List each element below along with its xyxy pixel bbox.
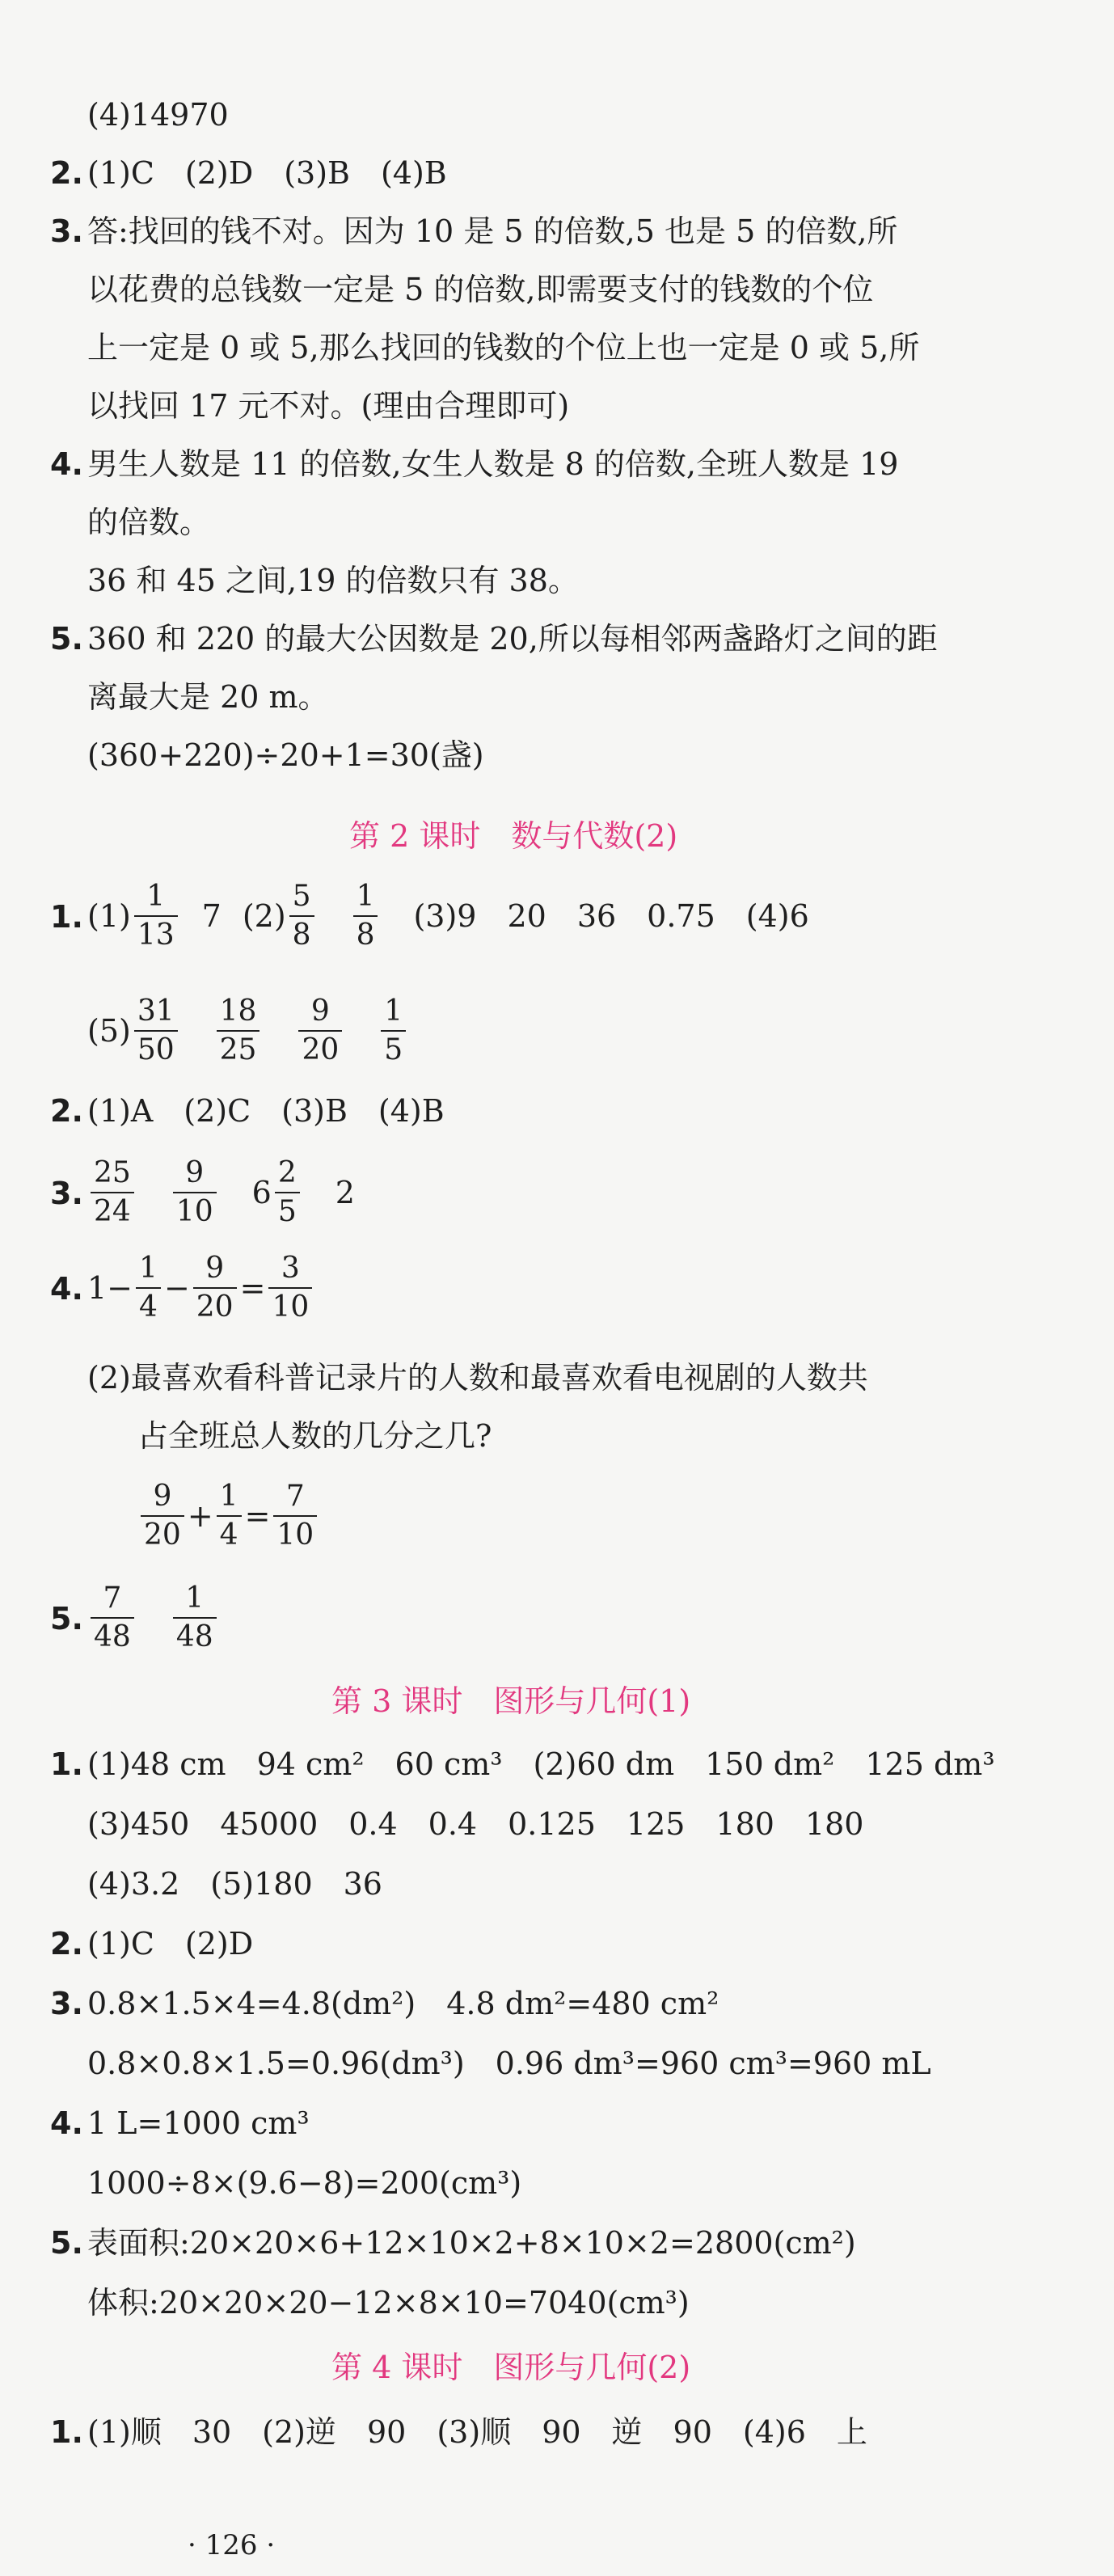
denominator: 10 [173,1192,217,1228]
text-line: (1)48 cm 94 cm² 60 cm³ (2)60 dm 150 dm² 125 dm³ [87,1746,995,1782]
numerator: 1 [185,1581,205,1615]
denominator: 10 [273,1515,317,1552]
question-number: 2. [50,1926,83,1962]
text-line: (2)最喜欢看科普记录片的人数和最喜欢看电视剧的人数共 [87,1360,868,1396]
fraction [134,995,178,1066]
question-number: 3. [50,213,83,249]
text-line: 离最大是 20 m。 [87,679,329,715]
fraction [91,1582,134,1653]
text-line: 0.8×1.5×4=4.8(dm²) 4.8 dm²=480 cm² [87,1986,719,2021]
text-line: (1)C (2)D (3)B (4)B [87,155,447,191]
denominator: 13 [134,915,178,952]
answer-row [87,1573,220,1662]
inline-text: (5) [87,1013,131,1049]
numerator: 18 [219,995,257,1028]
section-title: 第 3 课时 图形与几何(1) [331,1683,691,1719]
answer-row [87,1244,315,1332]
question-number: 3. [50,1176,83,1211]
text-line: (1)顺 30 (2)逆 90 (3)顺 90 逆 90 (4)6 上 [87,2414,867,2450]
denominator: 4 [136,1287,161,1324]
inline-text: 2 [335,1175,355,1210]
question-number: 4. [50,1271,83,1307]
text-line: 男生人数是 11 的倍数,女生人数是 8 的倍数,全班人数是 19 [87,446,899,482]
text-line: 体积:20×20×20−12×8×10=7040(cm³) [87,2285,690,2321]
text-line: 表面积:20×20×6+12×10×2+8×10×2=2800(cm²) [87,2225,856,2261]
text-line: 的倍数。 [87,505,211,540]
fraction [193,1252,237,1324]
text-line: 1 L=1000 cm³ [87,2105,310,2141]
text-line: 360 和 220 的最大公因数是 20,所以每相邻两盏路灯之间的距 [87,621,938,657]
question-number: 5. [50,1601,83,1636]
denominator: 48 [173,1617,217,1653]
text-line: 以花费的总钱数一定是 5 的倍数,即需要支付的钱数的个位 [87,272,874,307]
numerator: 1 [146,880,166,913]
text-line: 36 和 45 之间,19 的倍数只有 38。 [87,563,579,598]
question-number: 1. [50,2414,83,2450]
numerator: 25 [94,1156,131,1189]
fraction [136,1252,161,1324]
fraction [217,995,260,1066]
answer-row [87,986,409,1075]
numerator: 9 [185,1156,205,1189]
numerator: 9 [205,1252,225,1285]
text-line: 占全班总人数的几分之几? [137,1418,492,1454]
question-number: 4. [50,2105,83,2141]
text-line: 1000÷8×(9.6−8)=200(cm³) [87,2165,522,2201]
text-line: (3)450 45000 0.4 0.4 0.125 125 180 180 [87,1806,864,1842]
denominator: 48 [91,1617,134,1653]
numerator: 1 [384,995,403,1028]
question-number: 1. [50,1746,83,1782]
inline-text: − [163,1270,190,1306]
denominator: 20 [193,1287,237,1324]
denominator: 50 [134,1030,178,1066]
numerator: 7 [103,1581,122,1615]
question-number: 3. [50,1986,83,2021]
numerator: 7 [285,1480,305,1513]
fraction [381,995,406,1066]
question-number: 2. [50,155,83,191]
text-line: 答:找回的钱不对。因为 10 是 5 的倍数,5 也是 5 的倍数,所 [87,213,898,249]
fraction [275,1157,300,1228]
text-line: (1)C (2)D [87,1926,254,1962]
inline-text: = [239,1270,266,1306]
inline-text: = [244,1498,271,1534]
fraction [289,880,314,952]
text-line: (1)A (2)C (3)B (4)B [87,1093,445,1129]
denominator: 5 [381,1030,406,1066]
fraction [134,880,178,952]
fraction [217,1480,242,1552]
answer-row [137,1472,320,1560]
question-number: 4. [50,446,83,482]
denominator: 4 [217,1515,242,1552]
fraction [298,995,342,1066]
fraction [173,1157,217,1228]
inline-text: + [187,1498,213,1534]
section-title: 第 2 课时 数与代数(2) [349,818,678,854]
question-number: 5. [50,2225,83,2261]
inline-text: (3)9 20 36 0.75 (4)6 [413,898,809,934]
text-line: 0.8×0.8×1.5=0.96(dm³) 0.96 dm³=960 cm³=960 mL [87,2046,931,2081]
inline-text: 6 [251,1175,272,1210]
numerator: 31 [137,995,175,1028]
numerator: 2 [277,1156,297,1189]
fraction [91,1157,134,1228]
text-line: (4)3.2 (5)180 36 [87,1866,382,1902]
page-number: · 126 · [188,2529,276,2561]
denominator: 10 [268,1287,312,1324]
inline-text: (2) [242,898,286,934]
text-line: 上一定是 0 或 5,那么找回的钱数的个位上也一定是 0 或 5,所 [87,330,920,365]
denominator: 5 [275,1192,300,1228]
numerator: 1 [219,1480,238,1513]
text-line: (4)14970 [87,97,229,133]
fraction [273,1480,317,1552]
question-number: 1. [50,899,83,935]
numerator: 9 [310,995,330,1028]
denominator: 25 [217,1030,260,1066]
numerator: 3 [281,1252,300,1285]
fraction [141,1480,184,1552]
section-title: 第 4 课时 图形与几何(2) [331,2350,691,2385]
denominator: 20 [298,1030,342,1066]
answer-row [87,1148,355,1237]
question-number: 5. [50,621,83,657]
text-line: (360+220)÷20+1=30(盏) [87,737,484,773]
numerator: 1 [139,1252,158,1285]
denominator: 24 [91,1192,134,1228]
inline-text: (1) [87,898,131,934]
numerator: 5 [292,880,311,913]
inline-text: 1− [87,1270,133,1306]
denominator: 20 [141,1515,184,1552]
denominator: 8 [353,915,378,952]
question-number: 2. [50,1093,83,1129]
answer-row [87,872,809,961]
numerator: 1 [356,880,375,913]
fraction [353,880,378,952]
numerator: 9 [153,1480,172,1513]
text-line: 以找回 17 元不对。(理由合理即可) [87,388,570,424]
denominator: 8 [289,915,314,952]
fraction [268,1252,312,1324]
fraction [173,1582,217,1653]
inline-text: 7 [201,898,222,934]
